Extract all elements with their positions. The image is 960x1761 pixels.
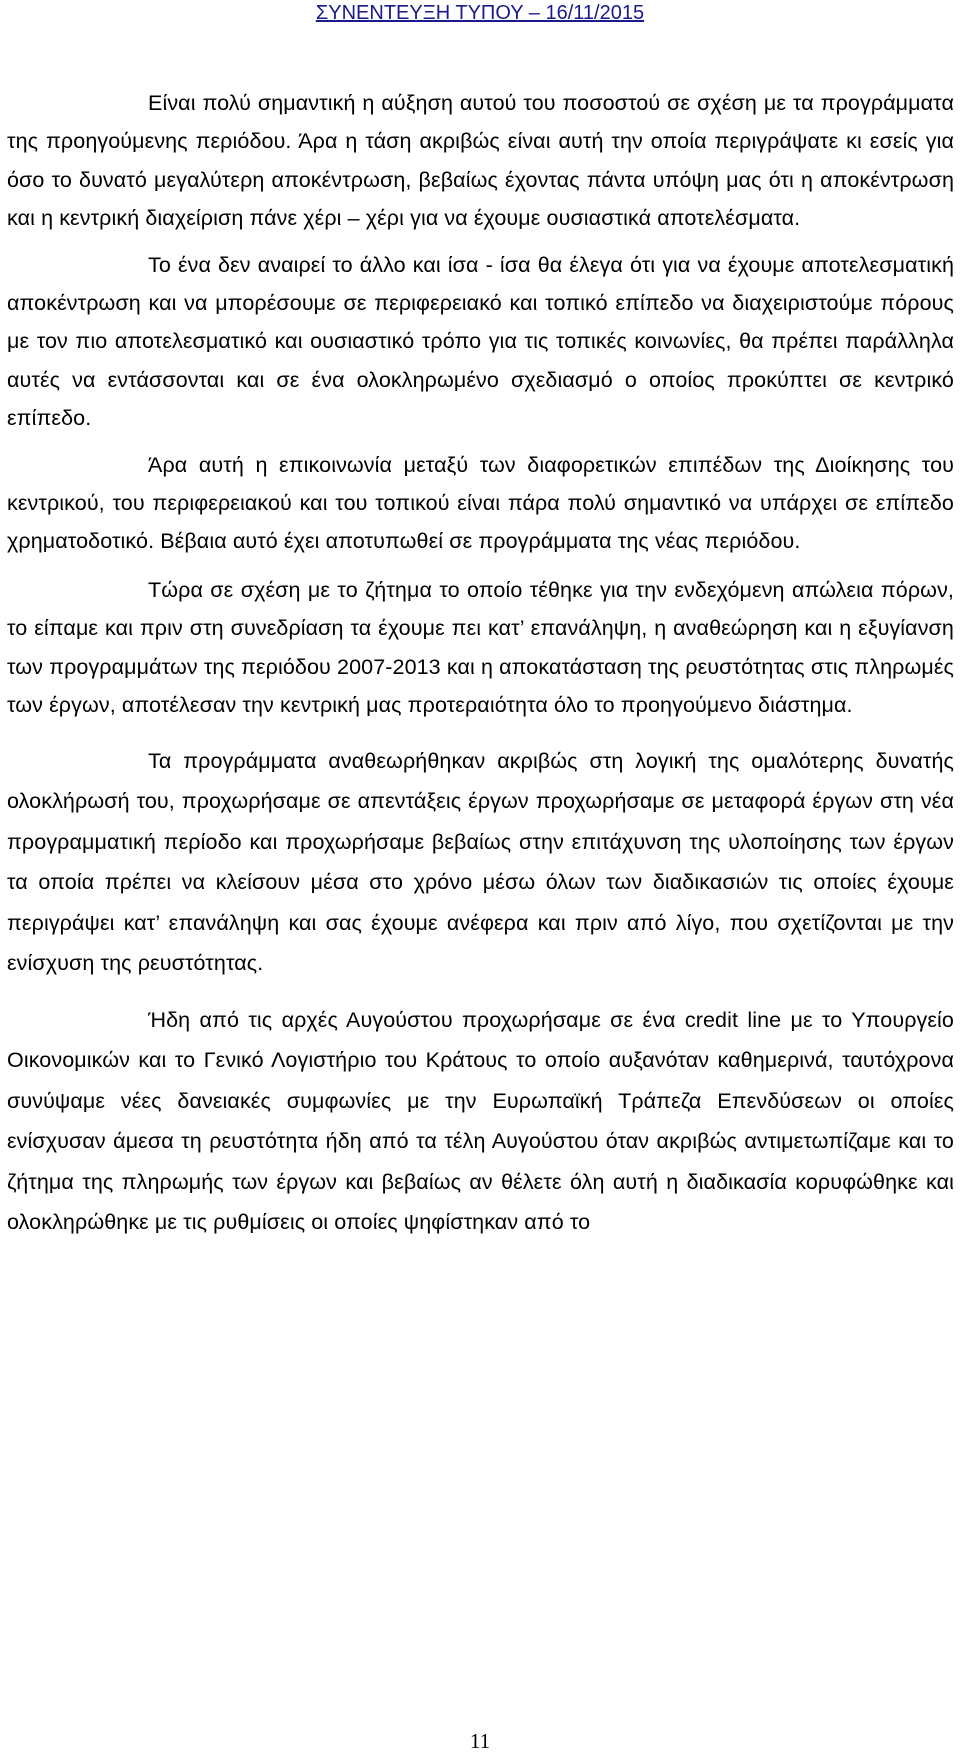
document-body <box>7 84 954 1243</box>
paragraph-5: Τα προγράμματα αναθεωρήθηκαν ακριβώς στη λογική της ομαλότερης δυνατής ολοκλήρωσή του, προχωρήσαμε σε απεντάξεις έργων προχωρήσαμε σε μεταφορά έργων στη νέα προγραμματική περίοδο και προχωρήσαμε βεβαίως στην επιτάχυνση της υλοποίησης των έργων τα οποία πρέπει να κλείσουν μέσα στο χρόνο μέσω όλων των διαδικασιών τις οποίες έχουμε περιγράψει κατ’ επανάληψη και σας έχουμε ανέφερα και πριν από λίγο, που σχετίζονται με την ενίσχυση της ρευστότητας. <box>7 748 954 975</box>
paragraph-4: Τώρα σε σχέση με το ζήτημα το οποίο τέθηκε για την ενδεχόμενη απώλεια πόρων, το είπαμε και πριν στη συνεδρίαση τα έχουμε πει κατ’ επανάληψη, η αναθεώρηση και η εξυγίανση των προγραμμάτων της περιόδου 2007-2013 και η αποκατάσταση της ρευστότητας στις πληρωμές των έργων, αποτέλεσαν την κεντρική μας προτεραιότητα όλο το προηγούμενο διάστημα. <box>7 577 954 718</box>
paragraph-6: Ήδη από τις αρχές Αυγούστου προχωρήσαμε σε ένα credit line με το Υπουργείο Οικονομικών και το Γενικό Λογιστήριο του Κράτους το οποίο αυξανόταν καθημερινά, ταυτόχρονα συνύψαμε νέες δανειακές συμφωνίες με την Ευρωπαϊκή Τράπεζα Επενδύσεων οι οποίες ενίσχυσαν άμεσα τη ρευστότητα ήδη από τα τέλη Αυγούστου όταν ακριβώς αντιμετωπίζαμε και το ζήτημα της πληρωμής των έργων και βεβαίως αν θέλετε όλη αυτή η διαδικασία κορυφώθηκε και ολοκληρώθηκε με τις ρυθμίσεις οι οποίες ψηφίστηκαν από το <box>7 1007 954 1234</box>
paragraph-3: Άρα αυτή η επικοινωνία μεταξύ των διαφορετικών επιπέδων της Διοίκησης του κεντρικού, του περιφερειακού και του τοπικού είναι πάρα πολύ σημαντικό να υπάρχει σε επίπεδο χρηματοδοτικό. Βέβαια αυτό έχει αποτυπωθεί σε προγράμματα της νέας περιόδου. <box>7 452 954 554</box>
paragraph-1: Είναι πολύ σημαντική η αύξηση αυτού του ποσοστού σε σχέση με τα προγράμματα της προηγούμενης περιόδου. Άρα η τάση ακριβώς είναι αυτή την οποία περιγράψατε κι εσείς για όσο το δυνατό μεγαλύτερη αποκέντρωση, βεβαίως έχοντας πάντα υπόψη μας ότι η αποκέντρωση και η κεντρική διαχείριση πάνε χέρι – χέρι για να έχουμε ουσιαστικά αποτελέσματα. <box>7 91 954 231</box>
paragraph-2: Το ένα δεν αναιρεί το άλλο και ίσα - ίσα θα έλεγα ότι για να έχουμε αποτελεσματική αποκέντρωση και να μπορέσουμε σε περιφερειακό και τοπικό επίπεδο να διαχειριστούμε πόρους με τον πιο αποτελεσματικό και ουσιαστικό τρόπο για τις τοπικές κοινωνίες, θα πρέπει παράλληλα αυτές να εντάσσονται και σε ένα ολοκληρωμένο σχεδιασμό ο οποίος προκύπτει σε κεντρικό επίπεδο. <box>7 252 954 431</box>
document-header: ΣΥΝΕΝΤΕΥΞΗ ΤΥΠΟΥ – 16/11/2015 <box>315 2 645 24</box>
page-number: 11 <box>469 1729 491 1753</box>
